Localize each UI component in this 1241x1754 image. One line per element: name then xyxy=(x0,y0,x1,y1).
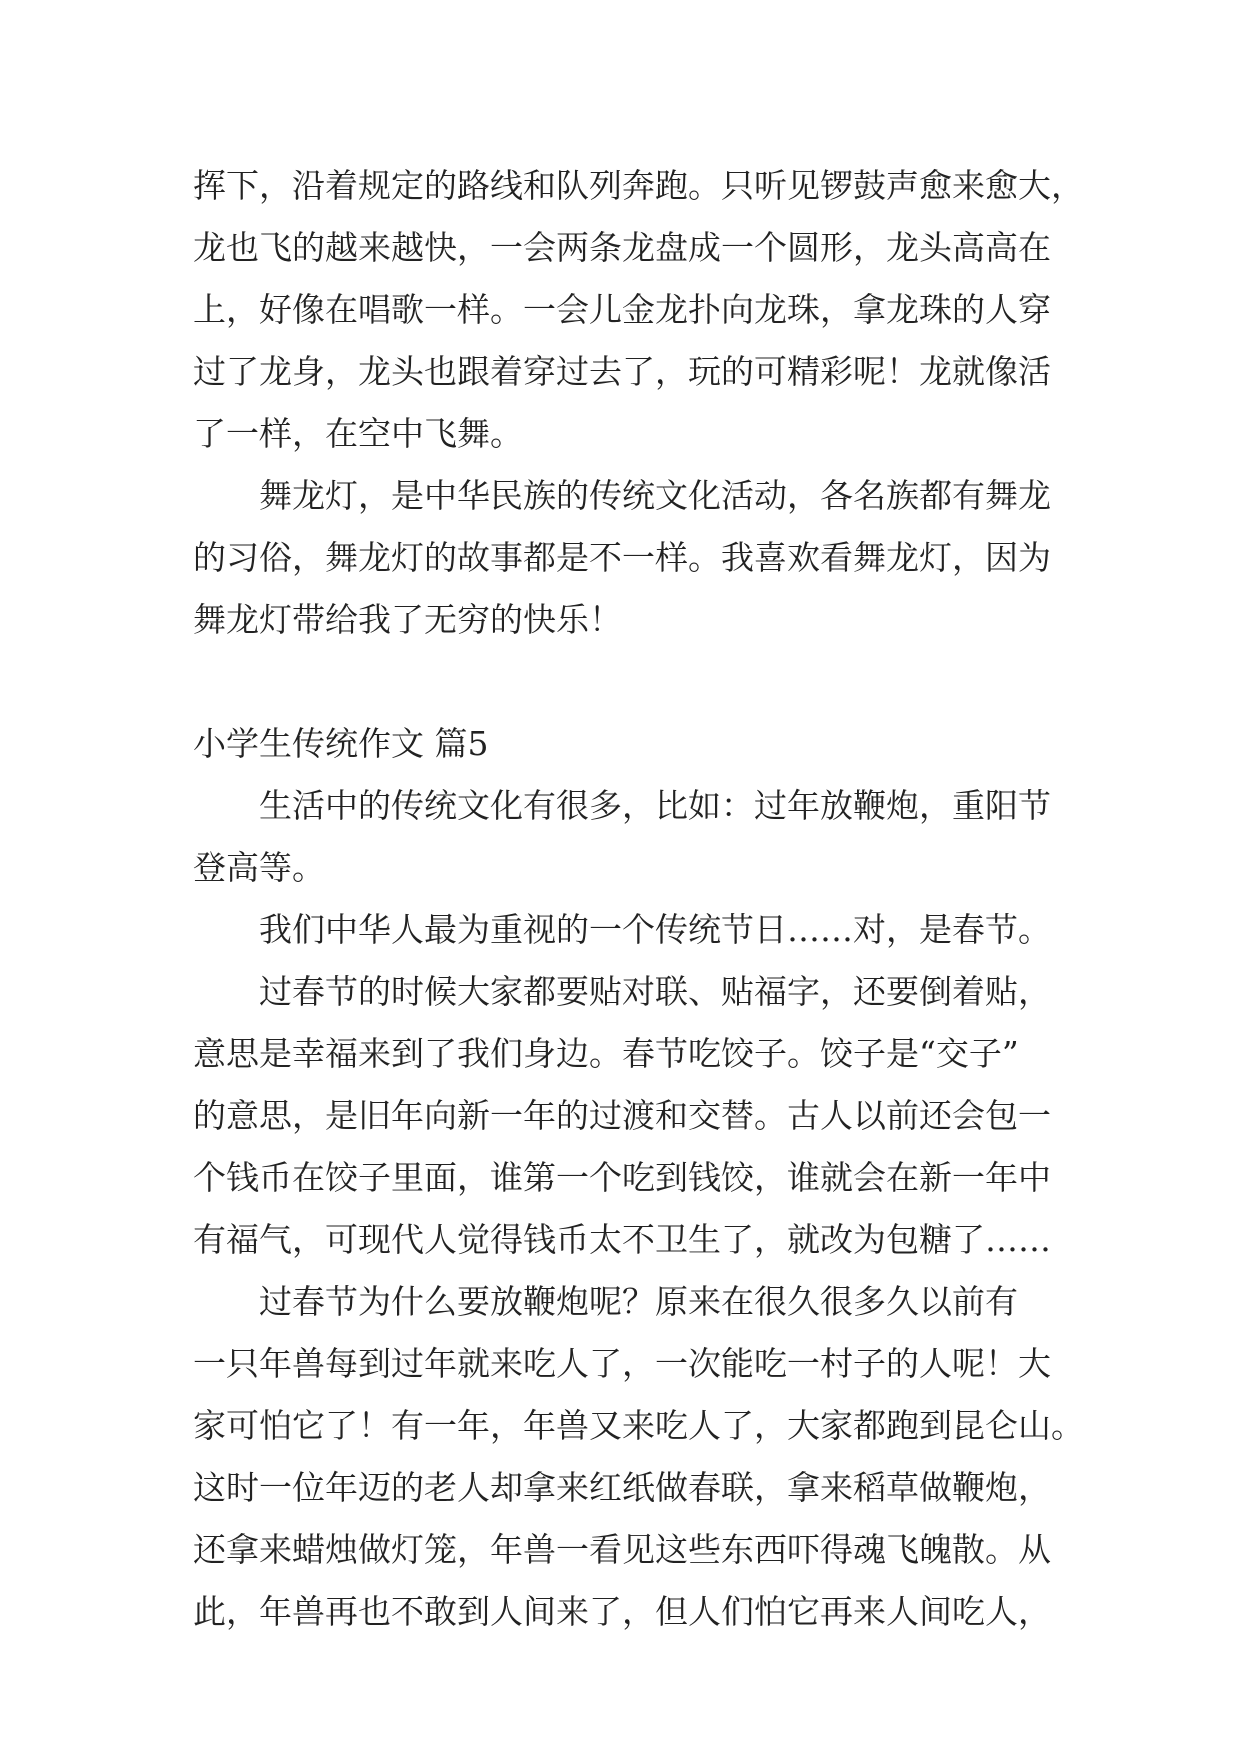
section-spacer xyxy=(193,651,1053,713)
paragraph-line: 的意思，是旧年向新一年的过渡和交替。古人以前还会包一 xyxy=(193,1096,1051,1135)
paragraph-5 xyxy=(193,961,1053,1271)
paragraph-line: 挥下，沿着规定的路线和队列奔跑。只听见锣鼓声愈来愈大， xyxy=(193,166,1084,205)
paragraph-line: 意思是幸福来到了我们身边。春节吃饺子。饺子是“交子” xyxy=(193,1034,1019,1073)
paragraph-line: 了一样，在空中飞舞。 xyxy=(193,414,523,453)
paragraph-line: 一只年兽每到过年就来吃人了，一次能吃一村子的人呢！大 xyxy=(193,1344,1051,1383)
paragraph-line: 舞龙灯，是中华民族的传统文化活动，各名族都有舞龙 xyxy=(259,476,1051,515)
paragraph-line: 舞龙灯带给我了无穷的快乐！ xyxy=(193,600,622,639)
paragraph-6 xyxy=(193,1271,1084,1643)
document-body xyxy=(193,155,1084,1643)
paragraph-line: 过春节为什么要放鞭炮呢？原来在很久很多久以前有 xyxy=(259,1282,1018,1321)
paragraph-line: 生活中的传统文化有很多，比如：过年放鞭炮，重阳节 xyxy=(259,786,1051,825)
section-title: 小学生传统作文 篇5 xyxy=(193,724,489,763)
paragraph-2 xyxy=(193,465,1053,651)
paragraph-line: 家可怕它了！有一年，年兽又来吃人了，大家都跑到昆仑山。 xyxy=(193,1406,1084,1445)
paragraph-line: 的习俗，舞龙灯的故事都是不一样。我喜欢看舞龙灯，因为 xyxy=(193,538,1051,577)
paragraph-4 xyxy=(193,899,1053,961)
paragraph-1 xyxy=(193,155,1084,465)
paragraph-line: 还拿来蜡烛做灯笼，年兽一看见这些东西吓得魂飞魄散。从 xyxy=(193,1530,1051,1569)
paragraph-line: 我们中华人最为重视的一个传统节日……对，是春节。 xyxy=(259,910,1051,949)
paragraph-line: 过了龙身，龙头也跟着穿过去了，玩的可精彩呢！龙就像活 xyxy=(193,352,1051,391)
paragraph-line: 此，年兽再也不敢到人间来了，但人们怕它再来人间吃人， xyxy=(193,1592,1051,1631)
paragraph-line: 有福气，可现代人觉得钱币太不卫生了，就改为包糖了…… xyxy=(193,1220,1051,1259)
paragraph-line: 上，好像在唱歌一样。一会儿金龙扑向龙珠，拿龙珠的人穿 xyxy=(193,290,1051,329)
paragraph-line: 过春节的时候大家都要贴对联、贴福字，还要倒着贴， xyxy=(259,972,1051,1011)
paragraph-line: 龙也飞的越来越快，一会两条龙盘成一个圆形，龙头高高在 xyxy=(193,228,1051,267)
paragraph-line: 个钱币在饺子里面，谁第一个吃到钱饺，谁就会在新一年中 xyxy=(193,1158,1051,1197)
paragraph-3 xyxy=(193,775,1053,899)
paragraph-line: 这时一位年迈的老人却拿来红纸做春联，拿来稻草做鞭炮， xyxy=(193,1468,1051,1507)
paragraph-line: 登高等。 xyxy=(193,848,325,887)
